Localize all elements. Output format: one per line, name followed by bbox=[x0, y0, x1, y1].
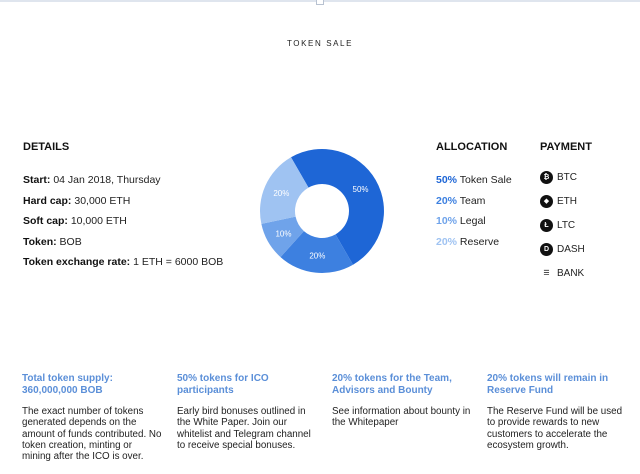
payment-label: DASH bbox=[557, 243, 585, 255]
detail-label: Token exchange rate: bbox=[23, 256, 131, 268]
allocation-label: Team bbox=[457, 194, 486, 207]
donut-label-legal: 10% bbox=[275, 229, 292, 239]
detail-value: BOB bbox=[56, 235, 82, 248]
ltc-icon: Ł bbox=[540, 219, 553, 232]
info-text: The exact number of tokens generated depends on the amount of funds contributed. No token creation, minting or mining after the ICO is over. bbox=[22, 406, 162, 463]
payment-label: LTC bbox=[557, 219, 576, 231]
detail-value: 04 Jan 2018, Thursday bbox=[50, 174, 161, 186]
allocation-pct: 10% bbox=[436, 215, 458, 227]
detail-value: 30,000 ETH bbox=[71, 194, 131, 207]
payment-method-btc bbox=[540, 165, 635, 189]
detail-row-start bbox=[23, 170, 253, 191]
info-title: Total token supply: 360,000,000 BOB bbox=[22, 373, 113, 396]
detail-label: Hard cap: bbox=[23, 194, 72, 207]
detail-label: Token: bbox=[23, 235, 57, 248]
payment-label: BTC bbox=[557, 171, 577, 183]
detail-label: Start: bbox=[23, 174, 51, 186]
btc-icon: ₿ bbox=[540, 171, 553, 184]
payment-method-eth bbox=[540, 189, 635, 213]
allocation-donut-chart bbox=[258, 147, 386, 275]
bank-icon: ☰ bbox=[543, 270, 550, 277]
payment-heading: PAYMENT bbox=[540, 141, 592, 153]
allocation-item-team bbox=[436, 191, 536, 212]
detail-row-soft-cap bbox=[23, 211, 253, 232]
info-title: 20% tokens for the Team, Advisors and Bounty bbox=[332, 373, 452, 396]
top-handle bbox=[316, 0, 324, 5]
info-column-ico bbox=[177, 373, 317, 451]
details-panel bbox=[23, 141, 253, 273]
payment-label: BANK bbox=[557, 267, 585, 279]
donut-label-reserve: 20% bbox=[273, 188, 290, 198]
dash-icon: D bbox=[540, 243, 553, 256]
payment-method-dash bbox=[540, 237, 635, 261]
info-text: The Reserve Fund will be used to provide rewards to new customers to accelerate the ecosystem growth. bbox=[487, 406, 623, 451]
detail-row-hard-cap bbox=[23, 191, 253, 212]
detail-label: Soft cap: bbox=[23, 215, 68, 227]
donut-label-token-sale: 50% bbox=[352, 184, 369, 194]
payment-panel bbox=[540, 141, 635, 285]
allocation-label: Token Sale bbox=[457, 174, 512, 186]
payment-method-bank bbox=[540, 261, 635, 285]
allocation-heading: ALLOCATION bbox=[436, 141, 508, 153]
payment-method-ltc bbox=[540, 213, 635, 237]
allocation-item-token-sale bbox=[436, 170, 536, 191]
eth-icon: ◆ bbox=[540, 195, 553, 208]
section-title: TOKEN SALE bbox=[286, 39, 354, 48]
detail-row-exchange-rate bbox=[23, 252, 253, 273]
detail-row-token bbox=[23, 232, 253, 253]
info-column-team bbox=[332, 373, 472, 429]
allocation-pct: 50% bbox=[436, 174, 458, 186]
payment-label: ETH bbox=[557, 195, 577, 207]
info-text: Early bird bonuses outlined in the White Paper. Join our whitelist and Telegram channel to receive special bonuses. bbox=[177, 406, 311, 451]
info-title: 50% tokens for ICO participants bbox=[177, 373, 269, 396]
detail-value: 1 ETH = 6000 BOB bbox=[130, 256, 224, 268]
allocation-pct: 20% bbox=[436, 194, 458, 207]
info-column-reserve bbox=[487, 373, 627, 451]
detail-value: 10,000 ETH bbox=[67, 215, 127, 227]
donut-label-team: 20% bbox=[309, 251, 326, 261]
allocation-panel bbox=[436, 141, 536, 252]
allocation-item-legal bbox=[436, 211, 536, 232]
info-column-supply bbox=[22, 373, 162, 462]
allocation-item-reserve bbox=[436, 232, 536, 253]
allocation-label: Reserve bbox=[457, 235, 500, 248]
info-text: See information about bounty in the Whitepaper bbox=[332, 406, 471, 429]
details-heading: DETAILS bbox=[23, 141, 70, 153]
allocation-label: Legal bbox=[457, 215, 486, 227]
info-title: 20% tokens will remain in Reserve Fund bbox=[487, 373, 609, 396]
allocation-pct: 20% bbox=[436, 235, 458, 248]
